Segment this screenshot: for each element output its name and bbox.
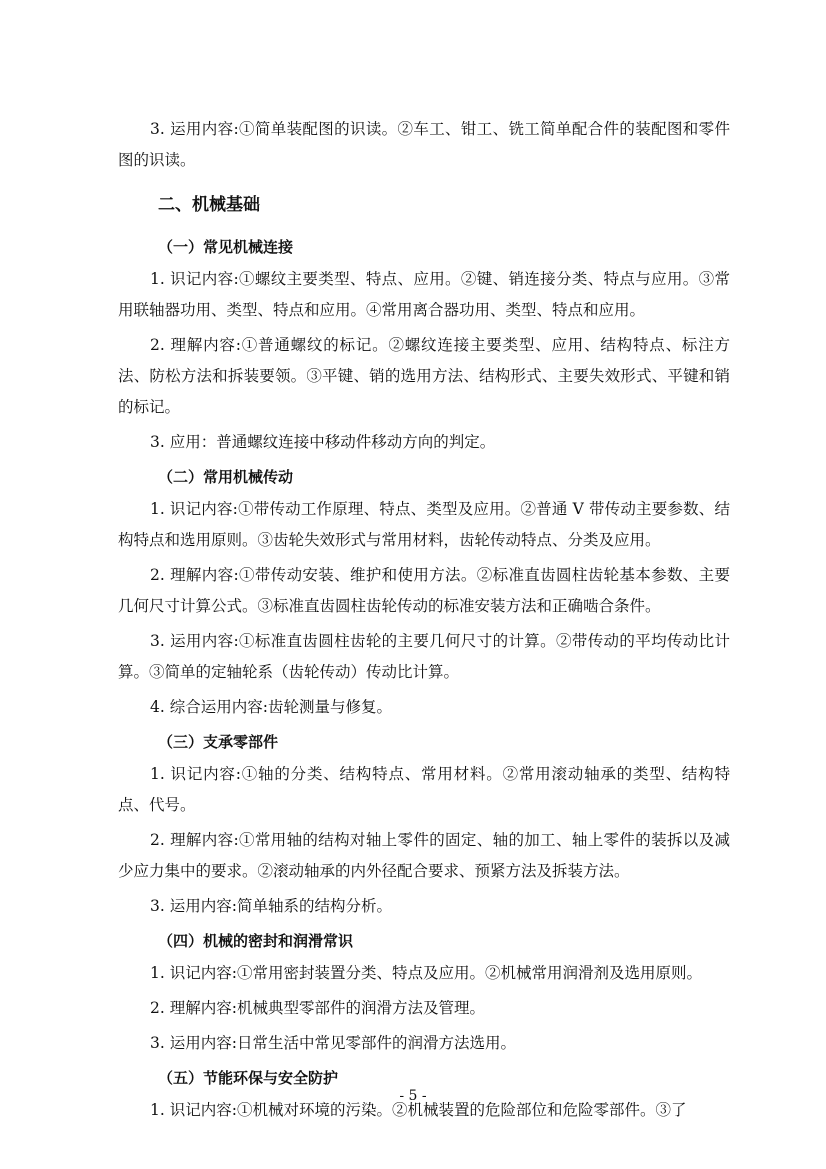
subsection-heading: （二）常用机械传动 (158, 468, 294, 486)
paragraph: 1. 识记内容:①螺纹主要类型、特点、应用。②键、销连接分类、特点与应用。③常用联轴器功用、类型、特点和应用。④常用离合器功用、类型、特点和应用。 (118, 270, 730, 319)
subsection-heading: （四）机械的密封和润滑常识 (158, 932, 354, 950)
paragraph: 3. 运用内容:①标准直齿圆柱齿轮的主要几何尺寸的计算。②带传动的平均传动比计算。③简单的定轴轮系（齿轮传动）传动比计算。 (118, 632, 730, 681)
section-heading-mechanical-basics: 二、机械基础 (158, 195, 260, 215)
paragraph: 1. 识记内容:①带传动工作原理、特点、类型及应用。②普通 V 带传动主要参数、结构特点和选用原则。③齿轮失效形式与常用材料，齿轮传动特点、分类及应用。 (118, 500, 730, 549)
subsection-heading: （一）常见机械连接 (158, 238, 294, 256)
page-number: - 5 - (399, 1088, 427, 1104)
paragraph: 2. 理解内容:①带传动安装、维护和使用方法。②标准直齿圆柱齿轮基本参数、主要几何尺寸计算公式。③标准直齿圆柱齿轮传动的标准安装方法和正确啮合条件。 (118, 566, 730, 615)
paragraph: 2. 理解内容:机械典型零部件的润滑方法及管理。 (150, 999, 485, 1017)
document-body (118, 114, 730, 1130)
paragraph: 3. 应用：普通螺纹连接中移动件移动方向的判定。 (150, 433, 496, 451)
paragraph: 3. 运用内容:简单轴系的结构分析。 (150, 897, 392, 915)
paragraph: 2. 理解内容:①普通螺纹的标记。②螺纹连接主要类型、应用、结构特点、标注方法、防松方法和拆装要领。③平键、销的选用方法、结构形式、主要失效形式、平键和销的标记。 (118, 336, 730, 416)
subsection-heading: （五）节能环保与安全防护 (158, 1069, 339, 1087)
paragraph: 2. 理解内容:①常用轴的结构对轴上零件的固定、轴的加工、轴上零件的装拆以及减少应力集中的要求。②滚动轴承的内外径配合要求、预紧方法及拆装方法。 (118, 831, 730, 880)
paragraph: 1. 识记内容:①机械对环境的污染。②机械装置的危险部位和危险零部件。③了 (150, 1101, 687, 1119)
paragraph: 1. 识记内容:①轴的分类、结构特点、常用材料。②常用滚动轴承的类型、结构特点、代号。 (118, 765, 730, 814)
paragraph: 3. 运用内容:①简单装配图的识读。②车工、钳工、铣工简单配合件的装配图和零件图的识读。 (118, 120, 730, 169)
paragraph: 1. 识记内容:①常用密封装置分类、特点及应用。②机械常用润滑剂及选用原则。 (150, 964, 702, 982)
paragraph: 3. 运用内容:日常生活中常见零部件的润滑方法选用。 (150, 1034, 516, 1052)
subsection-heading: （三）支承零部件 (158, 733, 279, 751)
paragraph: 4. 综合运用内容:齿轮测量与修复。 (150, 698, 392, 716)
